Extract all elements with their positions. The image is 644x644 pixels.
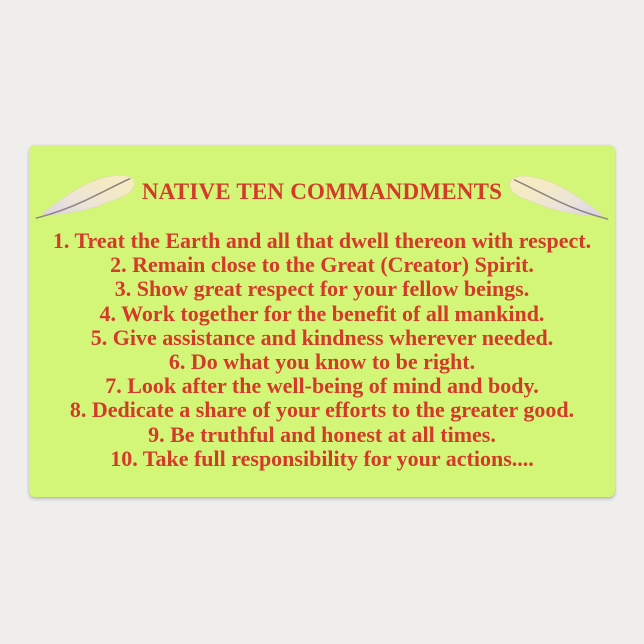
commandment-line: 3. Show great respect for your fellow beings. <box>114 276 530 302</box>
poster-title: NATIVE TEN COMMANDMENTS <box>141 179 503 204</box>
commandment-line: 2. Remain close to the Great (Creator) Spirit. <box>110 252 534 278</box>
commandment-line: 10. Take full responsibility for your actions.... <box>110 445 534 471</box>
commandment-line: 5. Give assistance and kindness wherever needed. <box>90 324 554 350</box>
sticker-card <box>29 145 615 497</box>
commandment-line: 8. Dedicate a share of your efforts to the greater good. <box>69 397 575 423</box>
commandment-line: 1. Treat the Earth and all that dwell thereon with respect. <box>52 228 592 253</box>
commandments-list <box>29 229 615 471</box>
commandment-line: 6. Do what you know to be right. <box>168 348 476 374</box>
commandment-line: 4. Work together for the benefit of all mankind. <box>99 300 545 326</box>
commandment-line: 9. Be truthful and honest at all times. <box>148 421 496 447</box>
commandment-line: 7. Look after the well-being of mind and body. <box>105 373 539 399</box>
